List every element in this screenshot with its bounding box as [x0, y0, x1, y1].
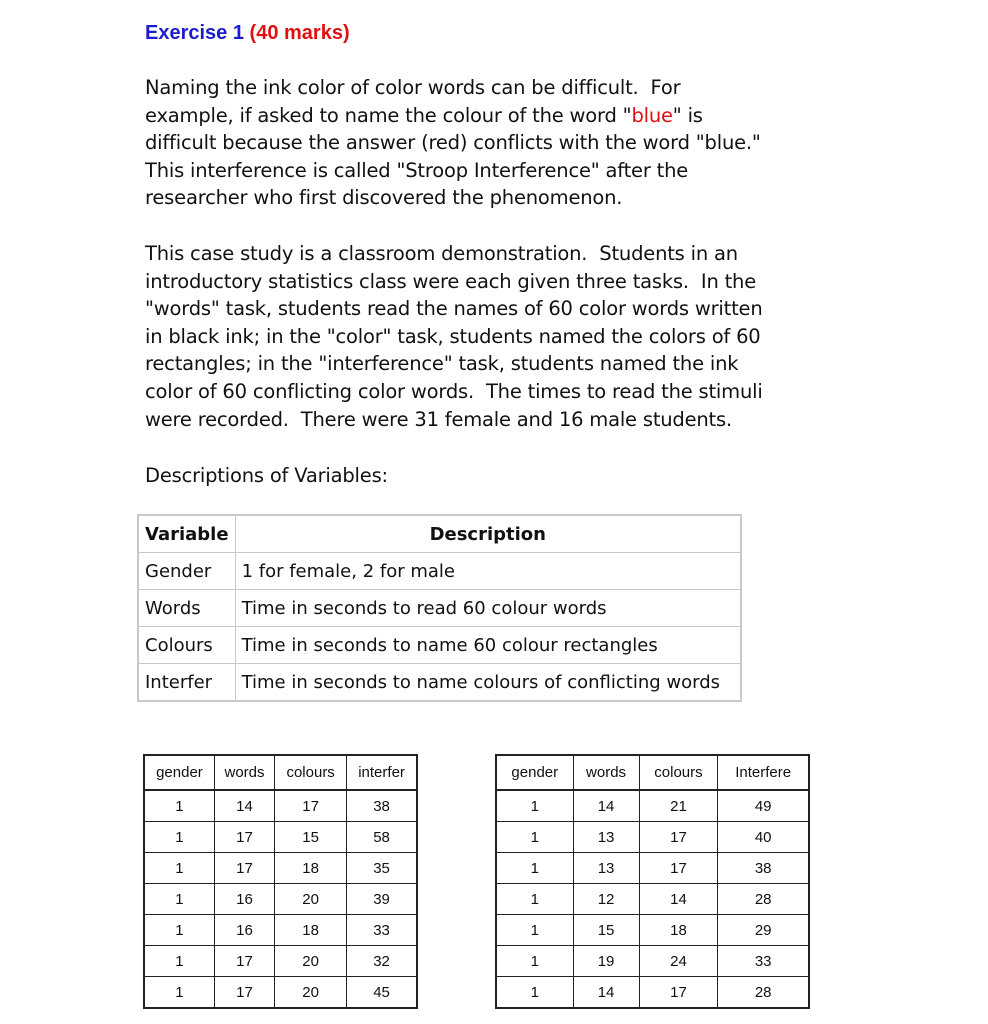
table-cell: 18	[639, 915, 718, 946]
table-row	[496, 977, 809, 1009]
text-line: rectangles; in the "interference" task, students named the ink	[145, 352, 739, 376]
table-cell: 49	[718, 790, 809, 822]
table-cell: 17	[214, 853, 274, 884]
column-header: colours	[275, 755, 347, 790]
text-segment: " is	[672, 103, 703, 127]
table-row	[138, 590, 741, 627]
exercise-title	[145, 22, 350, 45]
column-header: interfer	[347, 755, 417, 790]
table-cell: 16	[214, 884, 274, 915]
variable-description: Time in seconds to name colours of conflicting words	[235, 664, 741, 702]
variable-description: Time in seconds to read 60 colour words	[235, 590, 741, 627]
table-row	[496, 853, 809, 884]
table-cell: 1	[144, 946, 214, 977]
intro-paragraph	[145, 74, 761, 212]
text-line: were recorded. There were 31 female and 16 male students.	[145, 407, 732, 431]
variables-table	[137, 514, 742, 702]
table-cell: 1	[144, 822, 214, 853]
variable-description: Time in seconds to name 60 colour rectangles	[235, 627, 741, 664]
column-header: gender	[496, 755, 573, 790]
text-line: This interference is called "Stroop Interference" after the	[145, 158, 689, 182]
table-cell: 1	[496, 915, 573, 946]
table-header-row	[496, 755, 809, 790]
table-header-row	[138, 515, 741, 553]
table-cell: 20	[275, 946, 347, 977]
table-cell: 28	[718, 977, 809, 1009]
text-line: researcher who first discovered the phenomenon.	[145, 186, 623, 210]
table-cell: 17	[639, 853, 718, 884]
table-cell: 1	[144, 977, 214, 1009]
table-cell: 14	[214, 790, 274, 822]
table-row	[144, 790, 417, 822]
table-row	[138, 664, 741, 702]
exercise-label: Exercise 1	[145, 22, 244, 44]
table-cell: 18	[275, 915, 347, 946]
table-cell: 12	[573, 884, 639, 915]
column-header: Description	[235, 515, 741, 553]
table-cell: 13	[573, 822, 639, 853]
table-cell: 17	[275, 790, 347, 822]
column-header: words	[214, 755, 274, 790]
table-cell: 58	[347, 822, 417, 853]
table-cell: 17	[214, 822, 274, 853]
column-header: words	[573, 755, 639, 790]
text-line: introductory statistics class were each given three tasks. In the	[145, 269, 757, 293]
text-line: This case study is a classroom demonstration. Students in an	[145, 242, 738, 265]
table-row	[144, 884, 417, 915]
table-row	[144, 822, 417, 853]
table-cell: 16	[214, 915, 274, 946]
data-table-left	[143, 754, 418, 1009]
variable-name: Words	[138, 590, 235, 627]
table-cell: 15	[275, 822, 347, 853]
table-cell: 1	[496, 822, 573, 853]
table-cell: 17	[639, 977, 718, 1009]
table-cell: 32	[347, 946, 417, 977]
table-row	[496, 822, 809, 853]
table-row	[144, 977, 417, 1009]
table-row	[138, 553, 741, 590]
table-cell: 20	[275, 884, 347, 915]
column-header: Interfere	[718, 755, 809, 790]
table-cell: 17	[639, 822, 718, 853]
table-cell: 39	[347, 884, 417, 915]
table-cell: 14	[573, 790, 639, 822]
table-cell: 15	[573, 915, 639, 946]
table-row	[144, 915, 417, 946]
table-cell: 28	[718, 884, 809, 915]
variable-name: Colours	[138, 627, 235, 664]
table-row	[144, 853, 417, 884]
variable-name: Gender	[138, 553, 235, 590]
table-row	[144, 946, 417, 977]
table-header-row	[144, 755, 417, 790]
table-cell: 17	[214, 977, 274, 1009]
table-cell: 1	[144, 884, 214, 915]
table-cell: 33	[347, 915, 417, 946]
table-cell: 38	[347, 790, 417, 822]
table-cell: 24	[639, 946, 718, 977]
column-header: Variable	[138, 515, 235, 553]
text-segment: example, if asked to name the colour of the word "	[145, 103, 632, 127]
table-cell: 13	[573, 853, 639, 884]
table-cell: 14	[573, 977, 639, 1009]
data-table-right	[495, 754, 810, 1009]
table-cell: 14	[639, 884, 718, 915]
case-study-paragraph	[145, 240, 763, 433]
table-cell: 29	[718, 915, 809, 946]
text-line: "words" task, students read the names of 60 color words written	[145, 297, 763, 321]
table-row	[496, 790, 809, 822]
column-header: gender	[144, 755, 214, 790]
red-word-blue: blue	[631, 103, 673, 127]
table-cell: 1	[496, 946, 573, 977]
table-cell: 20	[275, 977, 347, 1009]
table-cell: 1	[496, 853, 573, 884]
text-line	[145, 102, 761, 130]
table-cell: 33	[718, 946, 809, 977]
table-row	[496, 884, 809, 915]
table-cell: 21	[639, 790, 718, 822]
table-cell: 1	[144, 790, 214, 822]
table-cell: 1	[496, 790, 573, 822]
exercise-marks: (40 marks)	[249, 22, 350, 44]
descriptions-heading: Descriptions of Variables:	[145, 464, 388, 487]
table-row	[138, 627, 741, 664]
table-cell: 45	[347, 977, 417, 1009]
variable-description: 1 for female, 2 for male	[235, 553, 741, 590]
table-row	[496, 915, 809, 946]
table-cell: 1	[496, 884, 573, 915]
text-line: Naming the ink color of color words can be difficult. For	[145, 76, 681, 99]
column-header: colours	[639, 755, 718, 790]
variable-name: Interfer	[138, 664, 235, 702]
text-line: in black ink; in the "color" task, students named the colors of 60	[145, 324, 761, 348]
table-cell: 1	[144, 853, 214, 884]
table-cell: 1	[496, 977, 573, 1009]
table-cell: 18	[275, 853, 347, 884]
table-cell: 1	[144, 915, 214, 946]
table-cell: 35	[347, 853, 417, 884]
table-cell: 38	[718, 853, 809, 884]
table-cell: 17	[214, 946, 274, 977]
table-cell: 19	[573, 946, 639, 977]
table-cell: 40	[718, 822, 809, 853]
text-line: difficult because the answer (red) conflicts with the word "blue."	[145, 131, 761, 155]
text-line: color of 60 conflicting color words. The times to read the stimuli	[145, 379, 763, 403]
table-row	[496, 946, 809, 977]
